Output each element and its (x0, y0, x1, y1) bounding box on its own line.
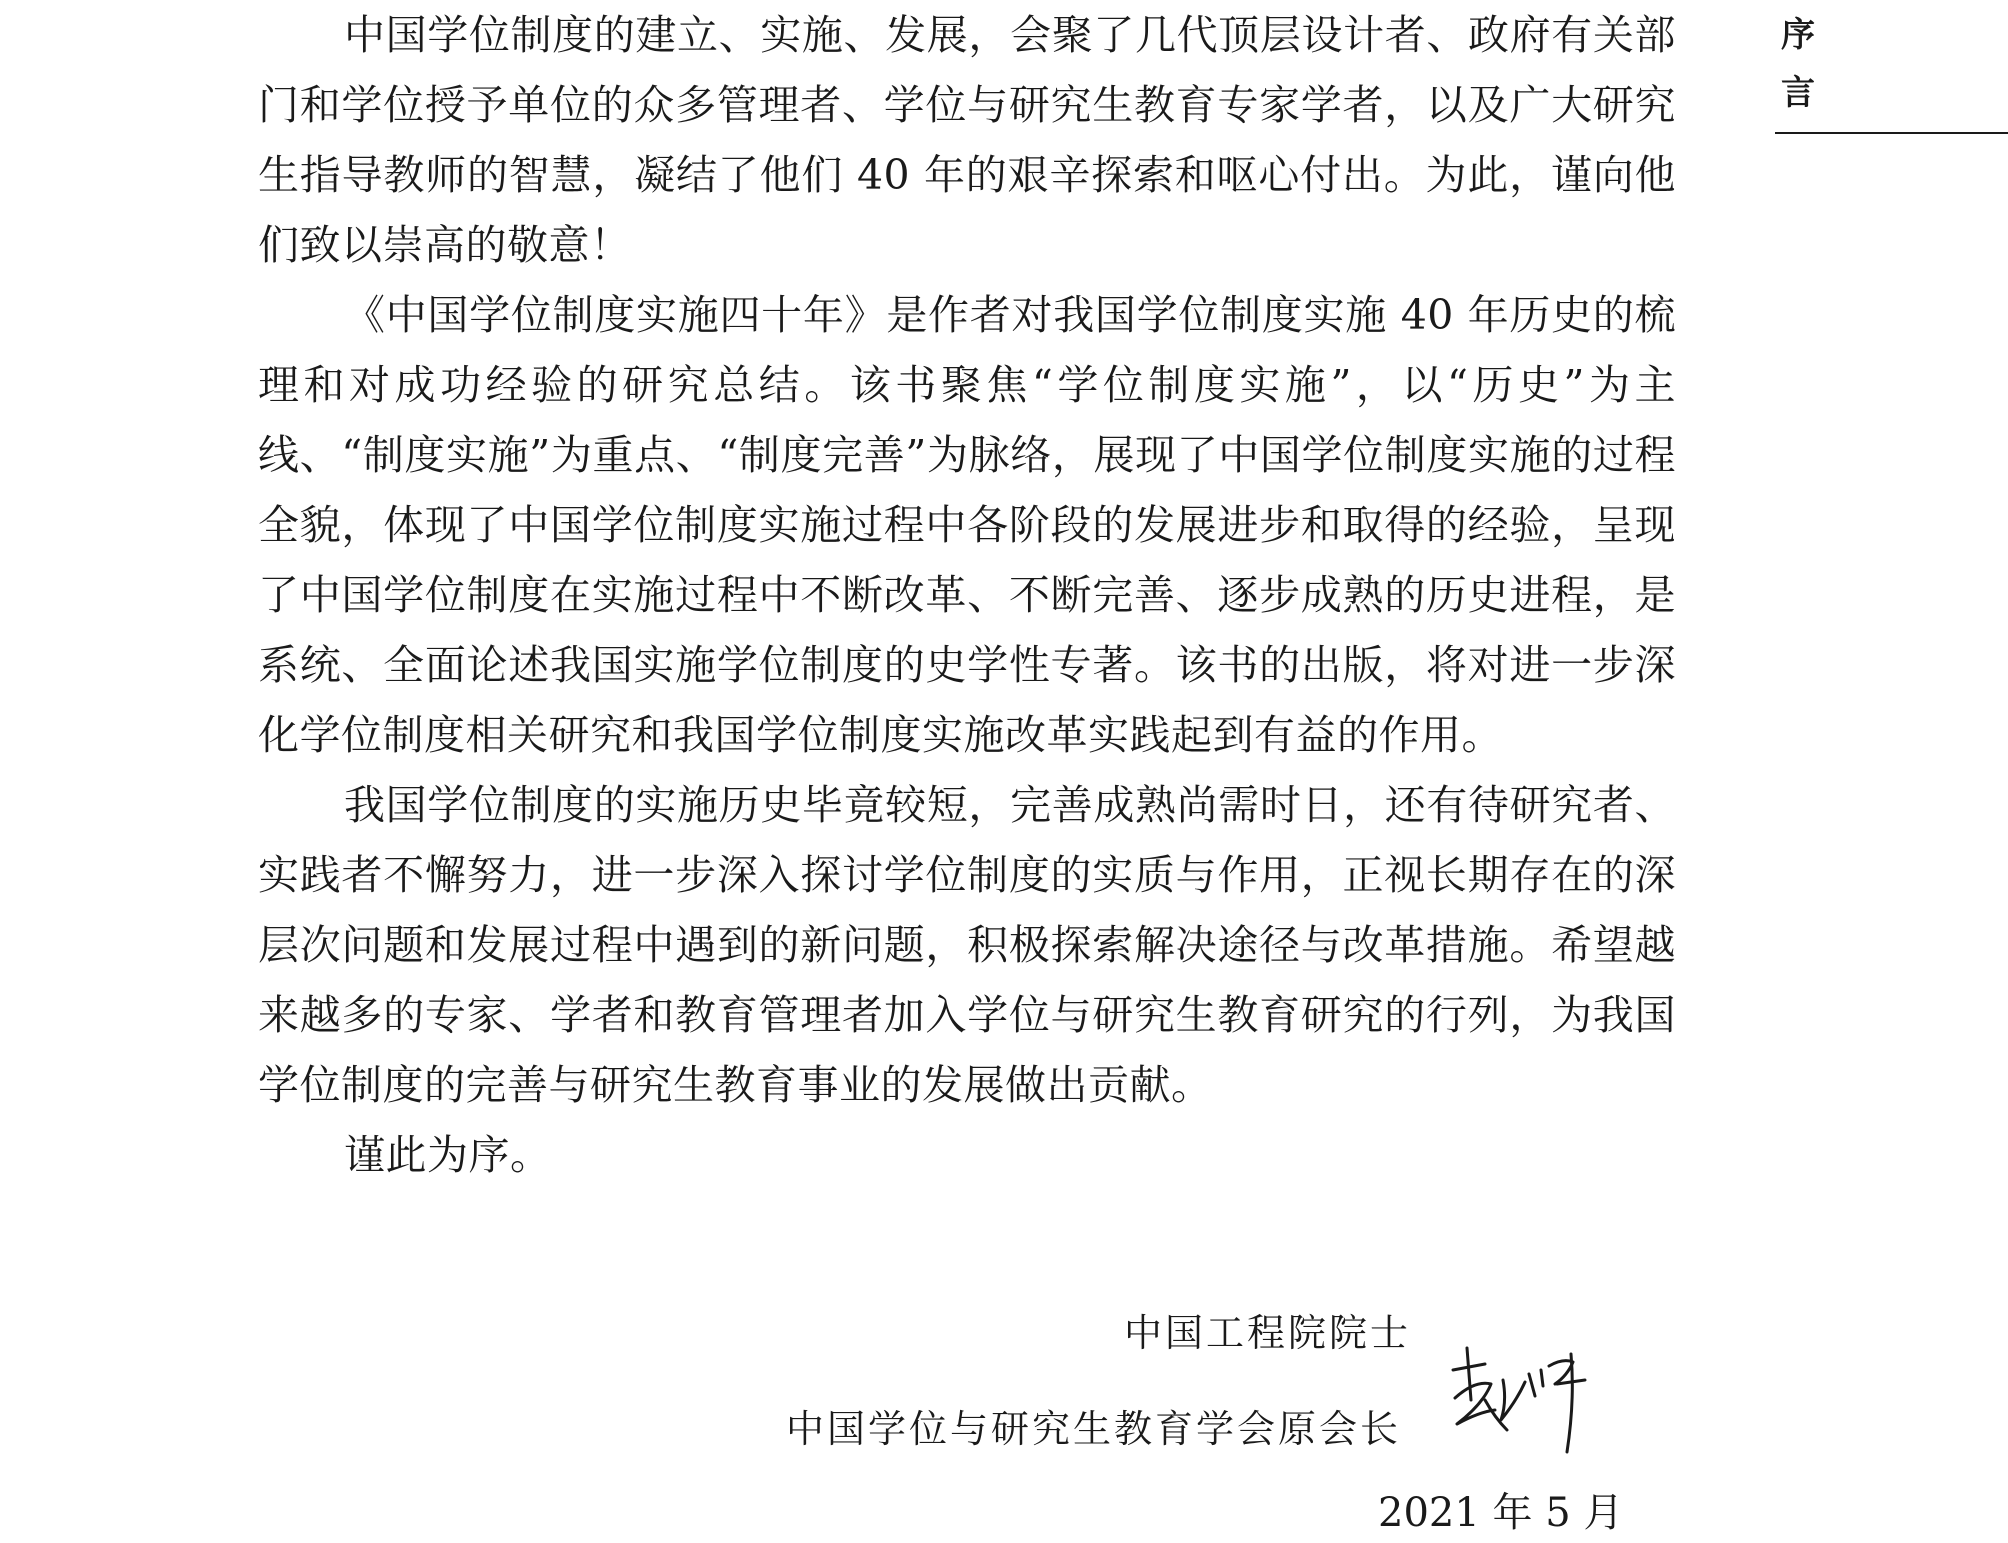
preface-body (258, 0, 1676, 1190)
running-head-rule (1775, 132, 2008, 134)
paragraph-1: 中国学位制度的建立、实施、发展，会聚了几代顶层设计者、政府有关部门和学位授予单位的众多管理者、学位与研究生教育专家学者，以及广大研究生指导教师的智慧，凝结了他们 40 年的艰辛探索和呕心付出。为此，谨向他们致以崇高的敬意！ (258, 11, 1676, 269)
running-head (1778, 6, 1818, 122)
preface-date: 2021 年 5 月 (1378, 1490, 1624, 1536)
handwritten-signature (1445, 1340, 1605, 1460)
paragraph-3: 我国学位制度的实施历史毕竟较短，完善成熟尚需时日，还有待研究者、实践者不懈努力，进一步深入探讨学位制度的实质与作用，正视长期存在的深层次问题和发展过程中遇到的新问题，积极探索解决途径与改革措施。希望越来越多的专家、学者和教育管理者加入学位与研究生教育研究的行列，为我国学位制度的完善与研究生教育事业的发展做出贡献。 (258, 781, 1676, 1109)
author-title-academician: 中国工程院院士 (1124, 1311, 1412, 1355)
paragraph-2: 《中国学位制度实施四十年》是作者对我国学位制度实施 40 年历史的梳理和对成功经验的研究总结。该书聚焦“学位制度实施”，以“历史”为主线、“制度实施”为重点、“制度完善”为脉络，展现了中国学位制度实施的过程全貌，体现了中国学位制度实施过程中各阶段的发展进步和取得的经验，呈现了中国学位制度在实施过程中不断改革、不断完善、逐步成熟的历史进程，是系统、全面论述我国实施学位制度的史学性专著。该书的出版，将对进一步深化学位制度相关研究和我国学位制度实施改革实践起到有益的作用。 (258, 291, 1676, 759)
running-head-char-1: 序 (1781, 15, 1815, 55)
running-head-char-2: 言 (1781, 73, 1815, 113)
author-title-society: 中国学位与研究生教育学会原会长 (786, 1407, 1402, 1451)
paragraph-closing: 谨此为序。 (344, 1131, 552, 1179)
